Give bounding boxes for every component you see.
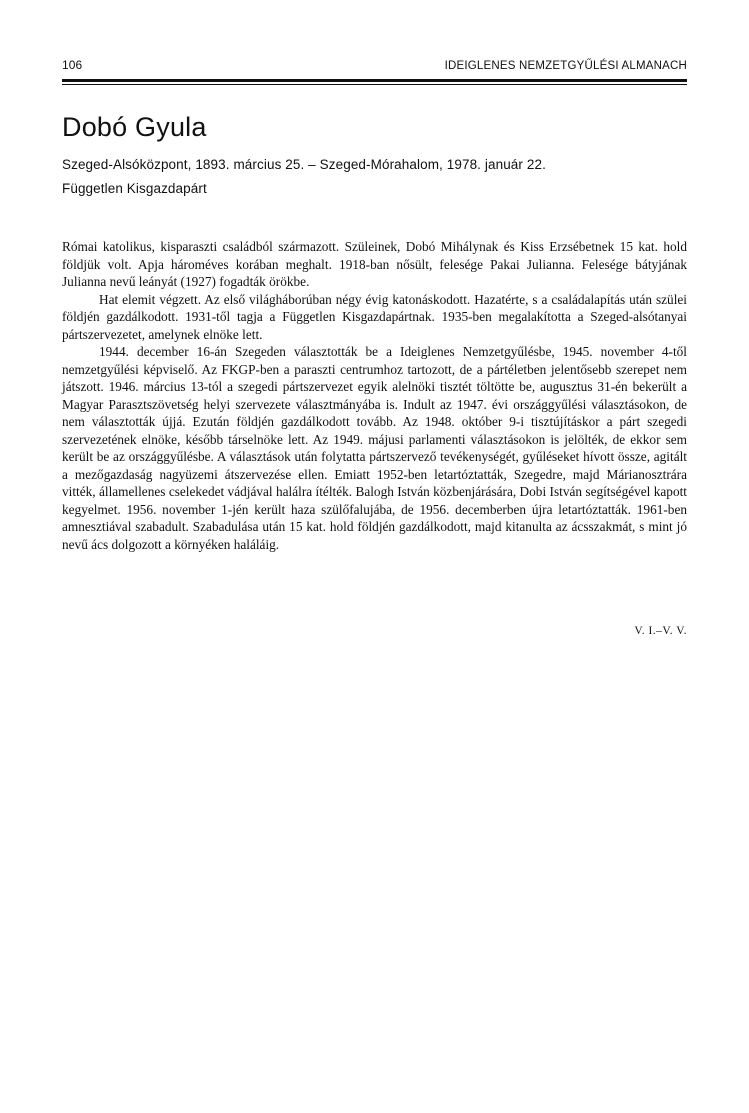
- entry-name: Dobó Gyula: [62, 112, 207, 142]
- author-signature: V. I.–V. V.: [634, 625, 687, 637]
- paragraph-education: Hat elemit végzett. Az első világháborúban négy évig katonáskodott. Hazatérte, s a családalapítás után szülei földjén gazdálkodott. 1931-től tagja a Független Kisgazdapártnak. 1935-ben megalakította a Szeged-alsótanyai pártszervezetet, amelynek elnöke lett.: [62, 291, 687, 342]
- running-header: [62, 58, 687, 76]
- header-rule-thin: [62, 84, 687, 85]
- page-number: 106: [62, 58, 83, 72]
- header-rule-thick: [62, 79, 687, 82]
- biography-text: [62, 238, 687, 553]
- paragraph-career: 1944. december 16-án Szegeden választották be a Ideiglenes Nemzetgyűlésbe, 1945. november 4-től nemzetgyűlési képviselő. Az FKGP-ben a paraszti centrumhoz tartozott, de a pártéletben jelentősebb szerepet nem játszott. 1946. március 13-tól a szegedi pártszervezet egyik alelnöki tisztét töltötte be, augusztus 31-én bekerült a Magyar Parasztszövetség helyi szervezete választmányába is. Indult az 1947. évi országgyűlési választásokon, de nem választották újjá. Ezután földjén gazdálkodott tovább. Az 1948. október 9-i tisztújításkor a párt szegedi szervezetének elnöke, később társelnöke lett. Az 1949. májusi parlamenti választásokon is jelölték, de ekkor sem került be az országgyűlésbe. A választások után folytatta pártszervező tevékenységét, gyűléseket hívott össze, agitált a mezőgazdaság nagyüzemi átszervezése ellen. Emiatt 1952-ben letartóztatták, Szegedre, majd Márianosztrára vitték, államellenes cselekedet vádjával halálra ítélték. Balogh István közbenjárására, Dobi István segítségével kapott kegyelmet. 1956. november 1-jén került haza szülőfalujába, de 1956. decemberben újra letartóztatták. 1961-ben amnesztiával szabadult. Szabadulása után 15 kat. hold földjén gazdálkodott, majd kitanulta az ácsszakmát, s mint jó nevű ács dolgozott a környéken haláláig.: [62, 344, 687, 552]
- paragraph-origins: Római katolikus, kisparaszti családból származott. Szüleinek, Dobó Mihálynak és Kiss Erzsébetnek 15 kat. hold földjük volt. Apja hároméves korában meghalt. 1918-ban nősült, felesége Pakai Julianna. Felesége bátyjának Julianna nevű leányát (1927) fogadták örökbe.: [62, 239, 687, 289]
- entry-birth-death: Szeged-Alsóközpont, 1893. március 25. – Szeged-Mórahalom, 1978. január 22.: [62, 157, 546, 172]
- entry-party: Független Kisgazdapárt: [62, 181, 207, 196]
- running-title: IDEIGLENES NEMZETGYŰLÉSI ALMANACH: [444, 60, 687, 72]
